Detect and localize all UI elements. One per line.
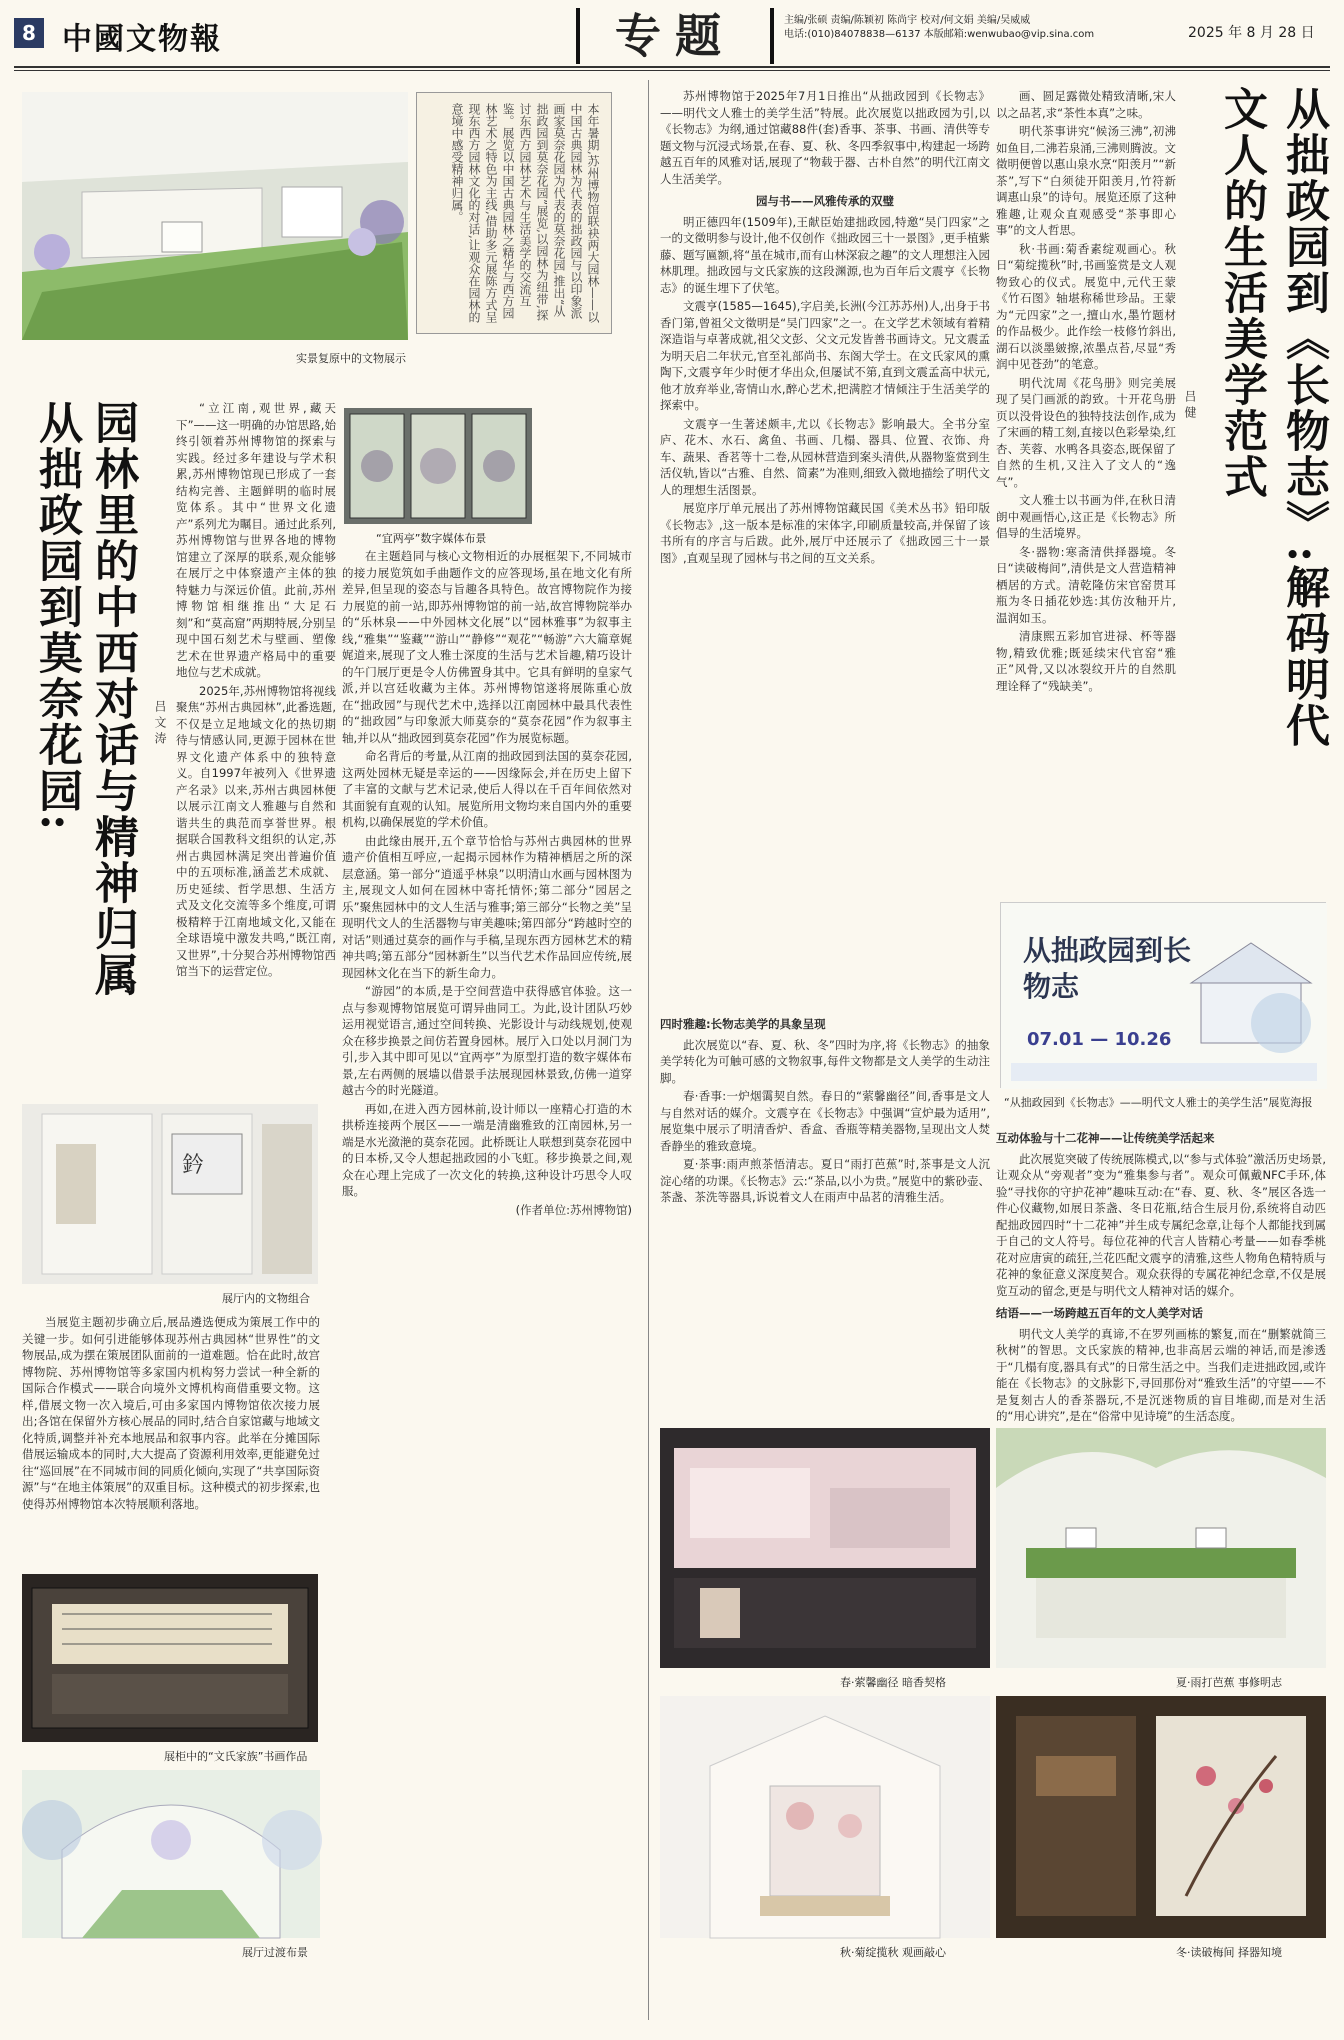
paragraph: 再如,在进入西方园林前,设计师以一座精心打造的木拱桥连接两个展区——一端是清幽雅致的江南园林,另一端是水光潋滟的莫奈花园。此桥既让人联想到莫奈花园中的日本桥,又令人想起拙政园的小飞虹。移步换景之间,观众在心理上完成了一次文化的转换,这种设计巧思令人叹服。 xyxy=(342,1101,632,1198)
caption-summer: 夏·雨打芭蕉 事修明志 xyxy=(1176,1676,1282,1689)
editors-info xyxy=(784,14,1164,42)
author-affiliation: (作者单位:苏州博物馆) xyxy=(515,1202,632,1217)
paragraph: “游园”的本质,是于空间营造中获得感官体验。这一点与参观博物馆展览可谓异曲同工。为此,设计团队巧妙运用视觉语言,通过空间转换、光影设计与动线规划,使观众在移步换景之间仿若置身园林。展厅入口处以月洞门为引,步入其中即可见以“宜两亭”为原型打造的数字媒体布景,左右两侧的展墙以借景手法展现园林景致,仿佛一道穿越古今的时光隧道。 xyxy=(342,984,632,1097)
intro-box: 本年暑期,苏州博物馆联袂两大园林——以中国古典园林为代表的拙政园与以印象派画家莫奈花园为代表的莫奈花园,推出“从拙政园到莫奈花园”展览,以园林为纽带,探讨东西方园林艺术与生活美学的交流互鉴。展览以中国古典园林之精华与西方园林艺术之特色为主线,借助多元展陈方式呈现东西方园林文化的对话,让观众在园林的意境中感受精神归属。 xyxy=(416,92,612,334)
right-col-c xyxy=(996,88,1176,888)
paragraph: 苏州博物馆于2025年7月1日推出“从拙政园到《长物志》——明代文人雅士的美学生活”特展。此次展览以拙政园为引,以《长物志》为纲,通过馆藏88件(套)香事、茶事、书画、清供等专题文物与沉浸式场景,在春、夏、秋、冬四季叙事中,构建起一场跨越五百年的风雅对话,展现了“物载于器、古朴自然”的明代江南文人生活美学。 xyxy=(660,89,990,186)
season-photo-winter xyxy=(996,1696,1326,1938)
caption-img5: 展厅过渡布景 xyxy=(242,1946,308,1959)
page-number: 8 xyxy=(14,18,44,48)
paragraph: 此次展览以“春、夏、秋、冬”四时为序,将《长物志》的抽象美学转化为可触可感的文物叙事,每件文物都是文人美学的生动注脚。 xyxy=(660,1037,990,1085)
left-title-line1: 从拙政园到莫奈花园: xyxy=(31,400,82,833)
caption-img4: 展柜中的“文氏家族”书画作品 xyxy=(164,1750,308,1763)
paragraph: 明代沈周《花鸟册》则完美展现了吴门画派的韵致。十开花鸟册页以没骨设色的独特技法创作,成为了宋画的精工刻,直接以色彩晕染,红杏、芙蓉、水鸭各具姿态,既保留了自然的生机,又注入了文人的“逸气”。 xyxy=(996,375,1176,489)
paragraph: “立江南,观世界,藏天下”——这一明确的办馆思路,始终引领着苏州博物馆的探索与实践。经过多年建设与学术积累,苏州博物馆现已形成了一套结构完善、主题鲜明的临时展览体系。其中“世界文化遗产”系列尤为瞩目。通过此系列,苏州博物馆与世界各地的博物馆建立了深厚的联系,观众能够在展厅之中体察遗产主体的独特魅力与深远价值。此前,苏州博物馆相继推出“大足石刻”和“莫高窟”两期特展,分别呈现中国石刻艺术与壁画、塑像艺术在世界遗产格局中的重要地位与艺术成就。 xyxy=(176,401,336,679)
left-author: 吕文涛 xyxy=(153,700,167,748)
caption-spring: 春·萦馨幽径 暗香契格 xyxy=(840,1676,946,1689)
caption-poster: “从拙政园到《长物志》——明代文人雅士的美学生活”展览海报 xyxy=(1004,1096,1313,1109)
paragraph: 命名背后的考量,从江南的拙政园到法国的莫奈花园,这两处园林无疑是幸运的——因缘际会,并在历史上留下了丰富的文献与艺术记录,使后人得以在千百年间依然对其面貌有直观的认知。展览所用文物均来自国内外的重要机构,以确保展览的学术价值。 xyxy=(342,749,632,829)
left-col2-text xyxy=(342,548,632,2002)
paragraph: 文人雅士以书画为伴,在秋日清朗中观画悟心,这正是《长物志》所倡导的生活境界。 xyxy=(996,493,1176,540)
poster-title: 从拙政园到长物志 xyxy=(1023,934,1192,1003)
paragraph: 当展览主题初步确立后,展品遴选便成为策展工作中的关键一步。如何引进能够体现苏州古典园林“世界性”的文物展品,成为摆在策展团队面前的一道难题。恰在此时,故宫博物院、苏州博物馆等多家国内机构努力尝试一种全新的国际合作模式——联合向境外文博机构商借重要文物。这样,借展文物一次入境后,可由多家国内博物馆依次接力展出;各馆在保留外方核心展品的同时,结合自家馆藏与地域文化特质,调整并补充本地展品和叙事内容。此举在分摊国际借展运输成本的同时,大大提高了资源利用效率,更能避免过往“巡回展”在不同城市间的同质化倾向,实现了“共享国际资源”与“在地主体策展”的双重目标。这种模式的初步探索,也使得苏州博物馆本次特展顺利落地。 xyxy=(22,1315,320,1511)
column-divider xyxy=(648,80,649,2020)
exhibition-poster xyxy=(1000,902,1326,1088)
right-col-a xyxy=(660,88,990,1008)
season-photo-autumn xyxy=(660,1696,990,1938)
paragraph: 由此缘由展开,五个章节恰恰与苏州古典园林的世界遗产价值相互呼应,一起揭示园林作为精神栖居之所的深层意涵。第一部分“逍遥乎林泉”以明清山水画与园林图为主,展现文人如何在园林中寄托情怀;第二部分“园居之乐”聚焦园林中的文人生活与雅事;第三部分“长物之美”呈现明代文人的生活器物与审美趣味;第四部分“跨越时空的对话”则通过莫奈的画作与手稿,呈现东西方园林艺术的精神共鸣;第五部分“园林新生”以当代艺术作品回应传统,展现园林文化在当下的新生命力。 xyxy=(342,833,632,980)
paragraph: 在主题趋同与核心文物相近的办展框架下,不同城市的接力展览筑如手曲题作文的应答现场,虽在地文化有所差异,但呈现的姿态与旨趣各具特色。故宫博物院作为接力展览的前一站,即苏州博物馆的前一站,故宫博物院举办的“乐林泉——中外园林文化展”以“园林雅事”为叙事主线,“雅集”“鉴藏”“游山”“静修”“观花”“畅游”六大篇章娓娓道来,展现了文人雅士深度的生活与艺术旨趣,精巧设计的午门展厅更是令人仿佛置身其中。它具有鲜明的皇家气派,并以宫廷收藏为主体。苏州博物馆遂将展陈重心放在“拙政园”与现代艺术中,选择以江南园林中最具代表性的“拙政园”与印象派大师莫奈的“莫奈花园”作为叙事主轴,并以从“拙政园到莫奈花园”作为展览标题。 xyxy=(342,549,632,745)
paragraph: 展览序厅单元展出了苏州博物馆藏民国《美术丛书》铅印版《长物志》,这一版本是标准的宋体字,印刷质量较高,并保留了该书所有的序言与后跋。此外,展厅中还展示了《拙政园三十一景图》,直观呈现了园林与书之间的互文关系。 xyxy=(660,501,990,565)
exhibit-photo-replica-scene xyxy=(22,92,408,340)
section-title: 专题 xyxy=(576,8,774,64)
masthead xyxy=(0,0,1344,72)
paragraph: 明代文人美学的真谛,不在罗列画栋的繁复,而在“删繁就简三秋树”的智思。文氏家族的精神,也非高居云端的神话,而是渗透于“几榻有度,器具有式”的日常生活之中。当我们走进拙政园,或许能在《长物志》的文脉影下,寻回那份对“雅致生活”的守望——不是复刻古人的香茶器玩,不是沉迷物质的盲目堆砌,而是对生活的“用心讲究”,是在“俗常中见诗境”的生活态度。 xyxy=(996,1326,1326,1423)
paragraph: 夏·茶事:雨声煎茶悟清志。夏日“雨打芭蕉”时,茶事是文人沉淀心绪的功课。《长物志》云:“茶品,以小为贵。”展览中的紫砂壶、茶盏、茶洗等器具,诉说着文人在雨声中品茗的清雅生活。 xyxy=(660,1157,990,1204)
right-title: 从拙政园到《长物志》:解码明代文人的生活美学范式 xyxy=(1216,86,1329,749)
paragraph: 明代茶事讲究“候汤三沸”,初沸如鱼目,二沸若泉涌,三沸则腾波。文徵明便曾以惠山泉水烹“阳羡月”“新茶”,写下“白须徒开阳羡月,竹符新调惠山泉”的诗句。展览还原了这种雅趣,让观众直观感受“茶事即心事”的文人哲思。 xyxy=(996,124,1176,237)
divider xyxy=(14,70,1330,71)
exhibit-photo-wen-family xyxy=(22,1574,318,1742)
paragraph: 画、圆足露微处精致清晰,宋人以之品茗,求“茶性本真”之味。 xyxy=(996,89,1176,120)
poster-dates: 07.01 — 10.26 xyxy=(1027,1029,1172,1050)
paragraph: 2025年,苏州博物馆将视线聚焦“苏州古典园林”,此番选题,不仅是立足地域文化的热切期待与情感认同,更源于园林在世界文化遗产体系中的独特意义。自1997年被列入《世界遗产名录》以来,苏州古典园林便以展示江南文人雅趣与自然和谐共生的典范而享誉世界。根据联合国教科文组织的认定,苏州古典园林满足突出普遍价值中的五项标准,涵盖艺术成就、历史延续、哲学思想、生活方式及文化交流等多个维度,可谓极精粹于江南地域文化,又能在全球语境中激发共鸣,“既江南,又世界”,十分契合苏州博物馆西馆当下的运营定位。 xyxy=(176,683,336,978)
paper-name: 中國文物報 xyxy=(62,22,222,57)
right-col-b xyxy=(660,1010,990,1320)
right-col-d xyxy=(996,1124,1326,1424)
paragraph: 此次展览突破了传统展陈模式,以“参与式体验”激活历史场景,让观众从“旁观者”变为“雅集参与者”。观众可佩戴NFC手环,体验“寻找你的守护花神”趣味互动:在“春、夏、秋、冬”展区各选一件心仪藏物,如展日茶盏、冬日花瓶,结合生辰月份,系统将自动匹配拙政园四时“十二花神”并生成专属纪念章,让每个人都能找到属于自己的文人符号。每位花神的代言人皆精心考量——如春季桃花对应唐寅的疏狂,兰花匹配文震亨的清雅,这些人物角色精特质与花神的象征意义深度契合。观众获得的专属花神纪念章,不仅是展览互动的留念,更是与明代文人精神对话的媒介。 xyxy=(996,1151,1326,1298)
section-heading: 互动体验与十二花神——让传统美学活起来 xyxy=(996,1131,1215,1145)
caption-img3: 展厅内的文物组合 xyxy=(222,1292,310,1305)
paragraph: 明正德四年(1509年),王献臣始建拙政园,特邀“吴门四家”之一的文徵明参与设计,他不仅创作《拙政园三十一景图》,更手植紫藤、题写匾额,将“虽在城市,而有山林深寂之趣”的文人理想注入园林肌理。拙政园与文氏家族的这段渊源,也为百年后文震亨《长物志》的诞生埋下了伏笔。 xyxy=(660,214,990,295)
exhibit-photo-transition xyxy=(22,1770,320,1938)
caption-autumn: 秋·菊绽揽秋 观画敲心 xyxy=(840,1946,946,1959)
caption-img2: “宜两亭”数字媒体布景 xyxy=(376,532,487,545)
season-photo-spring xyxy=(660,1428,990,1668)
left-col1-text xyxy=(176,400,336,1090)
section-heading: 四时雅趣:长物志美学的具象呈现 xyxy=(660,1017,826,1031)
issue-date: 2025 年 8 月 28 日 xyxy=(1188,25,1315,41)
left-col1-bottom-text xyxy=(22,1314,320,1574)
caption-winter: 冬·读破梅间 择器知境 xyxy=(1176,1946,1282,1959)
contact-line: 电话:(010)84078838—6137 本版邮箱:wenwubao@vip.sina.com xyxy=(784,29,1095,40)
editors-line: 主编/张硕 责编/陈颖初 陈尚宇 校对/何文娟 美编/吴威威 xyxy=(784,15,1031,26)
paragraph: 文震亨(1585—1645),字启美,长洲(今江苏苏州)人,出身于书香门第,曾祖父文徵明是“吴门四家”之一。在文学艺术领域有着精深造诣与卓著成就,祖父文彭、父文元发皆善书画诗文。兄文震孟为明天启二年状元,官至礼部尚书、东阁大学士。在文氏家风的熏陶下,文震亨年少时便才华出众,但屡试不第,直到文震孟高中状元,他才放弃举业,寄情山水,醉心艺术,把满腔才情倾注于生活美学的探索中。 xyxy=(660,299,990,412)
left-title-line2: 园林里的中西对话与精神归属 xyxy=(87,400,138,998)
season-photo-summer xyxy=(996,1428,1326,1668)
paragraph: 文震亨一生著述颇丰,尤以《长物志》影响最大。全书分室庐、花木、水石、禽鱼、书画、几榻、器具、位置、衣饰、舟车、蔬果、香茗等十二卷,从园林营造到案头清供,从器物鉴赏到生活仪轨,皆以“古雅、自然、简素”为准则,细致入微地描绘了明代文人的理想生活图景。 xyxy=(660,416,990,497)
divider xyxy=(14,66,1330,68)
right-author: 吕健 xyxy=(1183,390,1197,422)
paragraph: 清康熙五彩加官进禄、杯等器物,精致优雅;既延续宋代官窑“雅正”风骨,又以冰裂纹开片的自然肌理诠释了“残缺美”。 xyxy=(996,629,1176,693)
section-heading: 园与书——风雅传承的双璧 xyxy=(756,194,894,208)
svg-text:鈐: 鈐 xyxy=(182,1153,205,1178)
section-heading: 结语——一场跨越五百年的文人美学对话 xyxy=(996,1306,1203,1320)
exhibit-photo-digital-pavilion xyxy=(344,408,532,524)
paragraph: 冬·器物:寒斋清供择器境。冬日“读破梅间”,清供是文人营造精神栖居的方式。清乾隆仿宋官窑贯耳瓶为冬日插花妙选:其仿汝釉开片,温润如玉。 xyxy=(996,544,1176,625)
exhibit-photo-showcase xyxy=(22,1104,318,1284)
paragraph: 秋·书画:菊香素绽观画心。秋日“菊绽揽秋”时,书画鉴赏是文人观物致心的仪式。展览中,元代王蒙《竹石图》轴堪称稀世珍品。王蒙为“元四家”之一,擅山水,墨竹题材的作品极少。此作绘一枝修竹斜出,湖石以淡墨皴擦,浓墨点苔,尽显“秀润中见苍劲”的笔意。 xyxy=(996,241,1176,371)
paragraph: 春·香事:一炉烟霭契自然。春日的“萦馨幽径”间,香事是文人与自然对话的媒介。文震亨在《长物志》中强调“宣炉最为适用”,展览集中展示了明清香炉、香盒、香瓶等精美器物,呈现出文人焚香静坐的雅致意境。 xyxy=(660,1089,990,1153)
caption-img1: 实景复原中的文物展示 xyxy=(296,352,406,365)
